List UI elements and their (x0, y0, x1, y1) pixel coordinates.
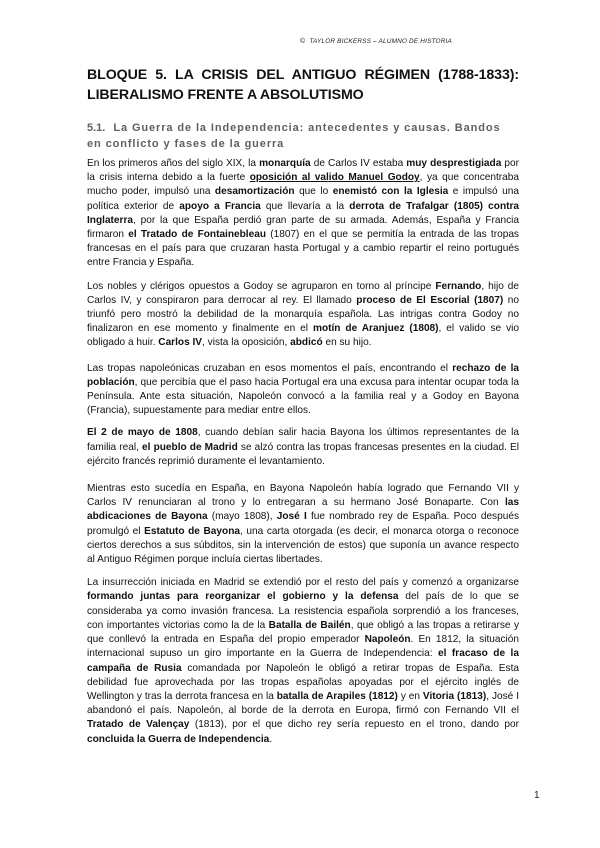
paragraph-text: Mientras esto sucedía en España, en Bayona Napoleón había logrado que Fernando VII y Carlos IV renunciaran al trono y lo entregaran a su hermano José Bonaparte. Con (87, 483, 519, 509)
emphasis-text: el pueblo de Madrid (142, 441, 238, 453)
emphasis-text: las abdicaciones de Bayona (87, 497, 519, 523)
paragraph-text: La insurrección iniciada en Madrid se extendió por el resto del país y comenzó a organizarse (87, 577, 519, 589)
emphasis-text: abdicó (290, 337, 323, 349)
paragraph-text: , José I abandonó el país. Napoleón, al borde de la derrota en Europa, firmó con Fernando VII el (87, 690, 520, 717)
emphasis-text: Carlos IV (158, 337, 203, 349)
emphasis-text: Vitoria (1813) (422, 690, 487, 702)
paragraph (87, 157, 519, 271)
emphasis-text: el Tratado de Fontainebleau (128, 229, 266, 241)
paragraph-text: del país de lo que se consideraba ya como invasión francesa. La resistencia española sorprendió a los franceses, con importantes victorias como la de la (87, 591, 519, 631)
paragraph-text: , que percibía que el paso hacia Portugal era una excusa para intentar ocupar toda la Península. Ante esta situación, Napoleón convocó a la familia real y a Godoy en Bayona (Francia), supuestamente para mediar entre ellos. (87, 376, 519, 417)
paragraph-text: en su hijo. (322, 337, 372, 349)
paragraph-text: de Carlos IV estaba (310, 158, 407, 169)
paragraph-text: (1813), por el que dicho rey sería repuesto en el trono, dando por (189, 719, 520, 731)
emphasis-text: enemistó con la Iglesia (332, 186, 449, 198)
emphasis-text: batalla de Arapiles (1812) (276, 690, 398, 702)
paragraph-text: comandada por Napoleón le obligó a retirar tropas de España. Esta debilidad fue aprovechada por las tropas españolas apoyadas por el ejército inglés de Wellington y tras la derrota francesa en la (87, 662, 520, 702)
paragraph-text: y en (397, 690, 423, 702)
page-title: BLOQUE 5. LA CRISIS DEL ANTIGUO RÉGIMEN (1788-1833): LIBERALISMO FRENTE A ABSOLUTISMO (87, 67, 519, 103)
paragraph-text: (mayo 1808), (207, 511, 277, 523)
paragraph-text: que lo (294, 186, 333, 198)
section-subtitle-text: La Guerra de la Independencia: antecedentes y causas. Bandos en conflicto y fases de la guerra (87, 122, 501, 150)
emphasis-text: muy desprestigiada (406, 158, 502, 169)
paragraph-text: . (269, 733, 273, 745)
page-number: 1 (534, 790, 540, 801)
paragraph (87, 482, 519, 567)
emphasis-text: proceso de El Escorial (1807) (356, 294, 504, 306)
emphasis-text: formando juntas para reorganizar el gobierno y la defensa (87, 591, 399, 603)
emphasis-text: Napoleón (364, 634, 411, 646)
section-number: 5.1. (87, 122, 106, 134)
header-author: TAYLOR BICKERSS – ALUMNO DE HISTORIA (309, 38, 452, 45)
emphasis-text: José I (276, 511, 307, 523)
paragraph-text: por la crisis interna debido a la fuerte (87, 158, 519, 184)
paragraph-text: , una carta otorgada (es decir, el monarca otorga o reconoce ciertos derechos a sus súbditos, sin la intervención de estos) que suponía un avance respecto al Antiguo Régimen porque incluía ciertas libertades. (87, 525, 519, 566)
paragraph-text: se alzó contra las tropas francesas presentes en la ciudad. El ejército francés reprimió duramente el levantamiento. (87, 441, 519, 467)
emphasis-text: concluida la Guerra de Independencia (87, 733, 270, 745)
emphasis-text: rechazo de la población (87, 362, 519, 388)
paragraph-text: , por la que España perdió gran parte de su armada. Además, España y Francia firmaron (87, 214, 519, 241)
paragraph (87, 280, 519, 351)
emphasis-text: Tratado de Valençay (87, 719, 190, 731)
paragraph-text: , ya que concentraba mucho poder, impulsó una (87, 172, 519, 198)
section-subtitle (87, 120, 519, 152)
emphasis-text: motín de Aranjuez (1808) (312, 323, 439, 335)
emphasis-text: oposición al valido Manuel Godoy (249, 172, 420, 184)
emphasis-text: El 2 de mayo de 1808 (87, 427, 198, 439)
emphasis-text: Estatuto de Bayona (144, 525, 240, 537)
emphasis-text: desamortización (214, 186, 295, 198)
paragraph-text: , cuando debían salir hacia Bayona los últimos representantes de la familia real, (87, 427, 519, 453)
paragraph-text: , que obligó a las tropas a retirarse y que conllevó la entrada en España del propio emperador (87, 619, 519, 646)
paragraph-text: fue nombrado rey de España. Poco después promulgó el (87, 511, 519, 537)
paragraph-text: e impulsó una política exterior de (87, 186, 519, 212)
emphasis-text: derrota de Trafalgar (1805) contra Inglaterra (87, 200, 520, 226)
page-header (300, 38, 452, 45)
document-body (87, 157, 519, 756)
paragraph-text: Los nobles y clérigos opuestos a Godoy se agruparon en torno al príncipe (87, 280, 436, 292)
copyright-symbol: © (300, 38, 306, 45)
emphasis-text: Batalla de Bailén (268, 619, 351, 631)
paragraph-text: no triunfó pero mostró la debilidad de la monarquía española. Las intrigas contra Godoy no finalizaron en ese momento y finalmente en el (87, 294, 519, 335)
paragraph-text: que llevaría a la (260, 200, 350, 212)
emphasis-text: monarquía (259, 158, 311, 169)
paragraph-text: (1807) en el que se permitía la entrada de las tropas francesas en el país para que cruzaran hasta Portugal y a cambio repartir el reino portugués entre Francia y España. (87, 229, 519, 269)
paragraph-text: , el valido se vio obligado a huir. (87, 323, 519, 349)
paragraph-text: , vista la oposición, (202, 337, 291, 349)
emphasis-text: apoyo a Francia (179, 200, 261, 212)
paragraph-text: , hijo de Carlos IV, y conspiraron para derrocar al rey. El llamado (87, 280, 519, 306)
paragraph (87, 576, 519, 746)
emphasis-text: el fracaso de la campaña de Rusia (87, 648, 519, 674)
emphasis-text: Fernando (435, 280, 482, 292)
paragraph-text: . En 1812, la situación internacional supuso un giro importante en la Guerra de Independencia: (87, 634, 519, 660)
paragraph (87, 362, 519, 419)
paragraph-text: En los primeros años del siglo XIX, la (87, 158, 260, 169)
paragraph (87, 426, 519, 469)
paragraph-text: Las tropas napoleónicas cruzaban en esos momentos el país, encontrando el (87, 362, 453, 374)
